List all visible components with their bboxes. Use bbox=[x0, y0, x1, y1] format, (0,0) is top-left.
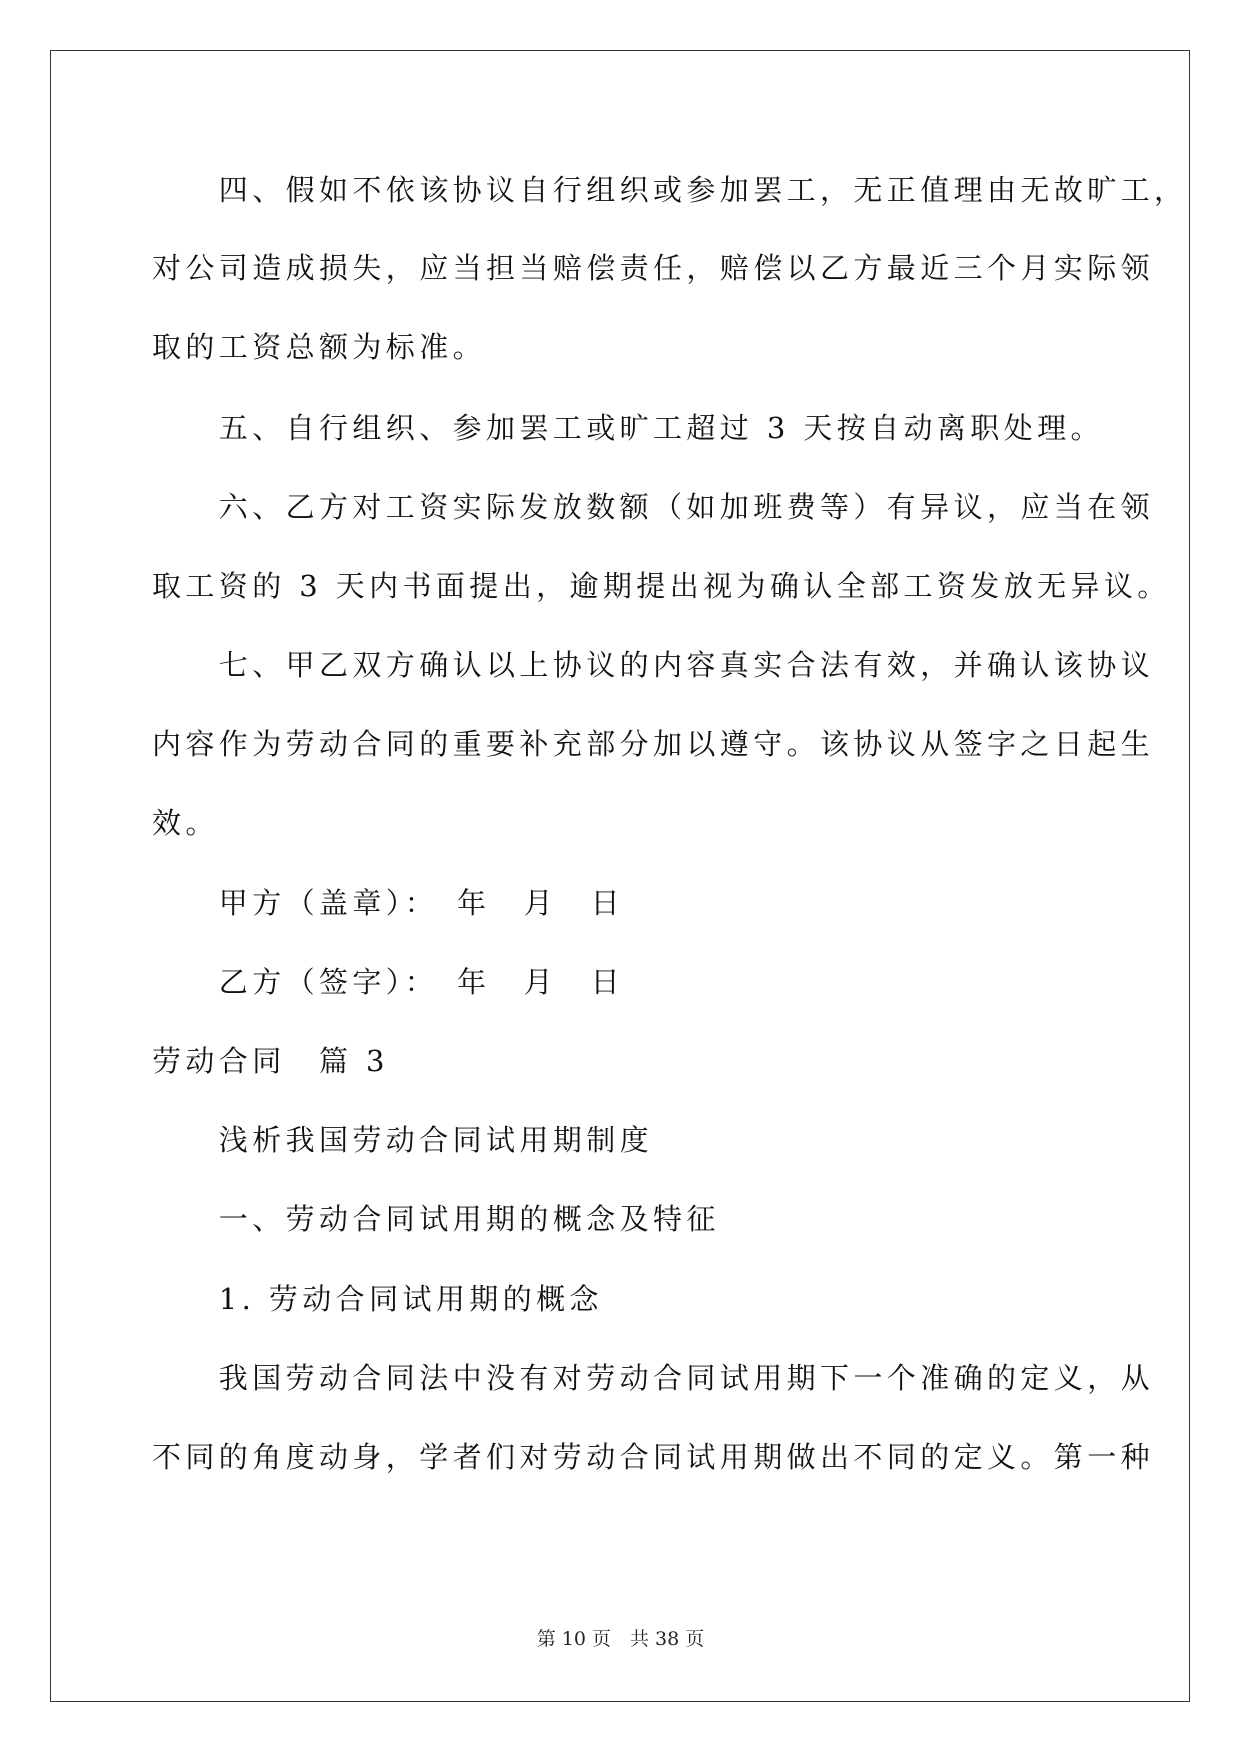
text-line: 取的工资总额为标准。 bbox=[152, 330, 487, 364]
text-line: 四、假如不依该协议自行组织或参加罢工，无正值理由无故旷工， bbox=[152, 173, 1188, 207]
text-line: 甲方（盖章）： 年 月 日 bbox=[152, 886, 625, 920]
text-line: 乙方（签字）： 年 月 日 bbox=[152, 965, 625, 999]
text-line: 七、甲乙双方确认以上协议的内容真实合法有效，并确认该协议 bbox=[152, 648, 1155, 682]
text-line: 五、自行组织、参加罢工或旷工超过 3 天按自动离职处理。 bbox=[152, 411, 1104, 445]
text-line: 浅析我国劳动合同试用期制度 bbox=[152, 1123, 654, 1157]
text-line: 1. 劳动合同试用期的概念 bbox=[152, 1282, 603, 1316]
text-line: 对公司造成损失，应当担当赔偿责任，赔偿以乙方最近三个月实际领 bbox=[152, 251, 1155, 285]
text-line: 内容作为劳动合同的重要补充部分加以遵守。该协议从签字之日起生 bbox=[152, 727, 1155, 761]
text-line: 不同的角度动身，学者们对劳动合同试用期做出不同的定义。第一种 bbox=[152, 1440, 1155, 1474]
text-line: 效。 bbox=[152, 806, 219, 840]
page-number: 第 10 页 共 38 页 bbox=[536, 1628, 705, 1650]
text-line: 取工资的 3 天内书面提出，逾期提出视为确认全部工资发放无异议。 bbox=[152, 569, 1171, 603]
section-heading: 劳动合同 篇 3 bbox=[152, 1044, 389, 1078]
text-line: 我国劳动合同法中没有对劳动合同试用期下一个准确的定义，从 bbox=[152, 1361, 1155, 1395]
text-line: 六、乙方对工资实际发放数额（如加班费等）有异议，应当在领 bbox=[152, 490, 1155, 524]
text-line: 一、劳动合同试用期的概念及特征 bbox=[152, 1202, 720, 1236]
